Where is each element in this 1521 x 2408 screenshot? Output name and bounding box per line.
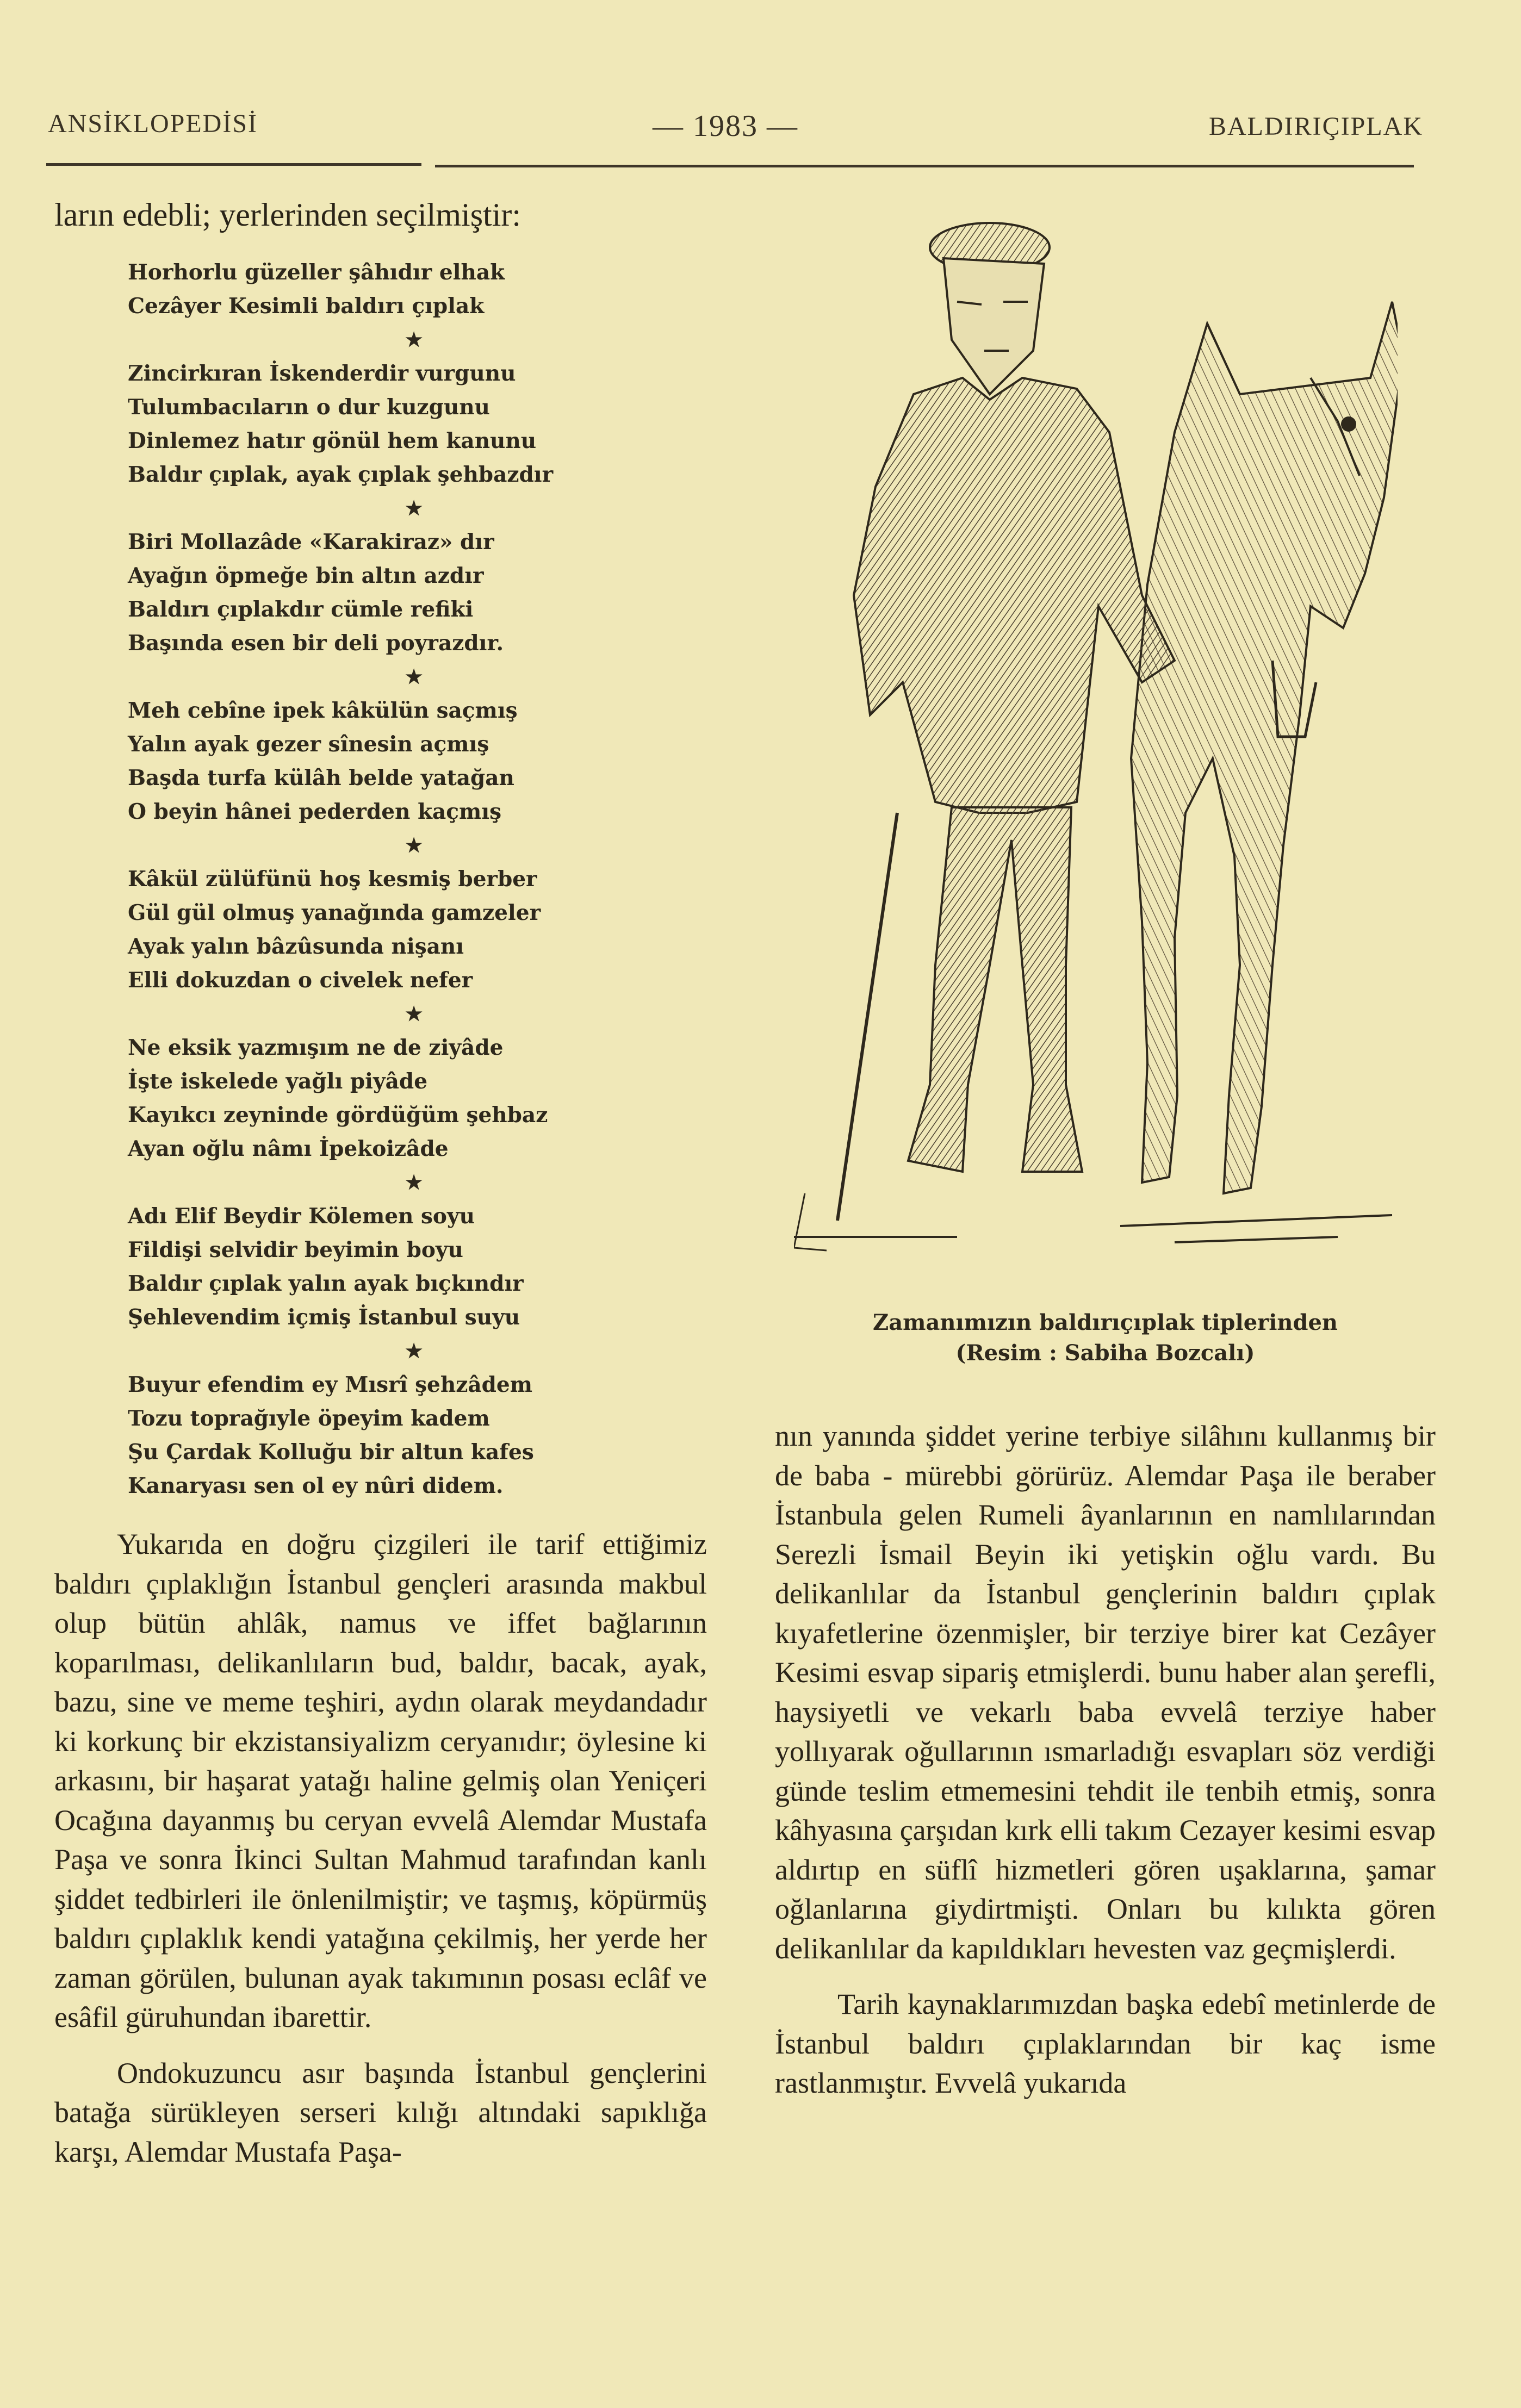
verse-line: Kanaryası sen ol ey nûri didem. [128,1473,504,1498]
verse-line: Başında esen bir deli poyrazdır. [128,631,504,656]
verse-line: Baldırı çıplakdır cümle refiki [128,597,474,622]
stanza-4 [128,694,707,829]
stanza-7 [128,1199,707,1334]
verse-line: Tozu toprağıyle öpeyim kadem [128,1406,490,1431]
body-paragraph: Ondokuzuncu asır başında İstanbul gençlerini batağa sürükleyen serseri kılığı altındaki sapıklığa karşı, Alemdar Mustafa Paşa- [54,2056,707,2168]
right-column [775,1416,1436,2103]
stanza-6 [128,1031,707,1166]
figure-caption [775,1308,1436,1368]
stanza-8 [128,1368,707,1503]
running-header-right: BALDIRIÇIPLAK [1209,112,1423,141]
verse-line: Kayıkcı zeyninde gördüğüm şehbaz [128,1103,548,1128]
header-rule-left [46,163,421,166]
running-header-left: ANSİKLOPEDİSİ [48,109,258,138]
horse-figure [1131,302,1398,1193]
verse-line: Gül gül olmuş yanağında gamzeler [128,900,541,925]
verse-line: Fildişi selvidir beyimin boyu [128,1237,463,1262]
caption-line: Zamanımızın baldırıçıplak tiplerinden [873,1310,1338,1335]
poem [128,256,707,1503]
stanza-separator-star: ★ [405,1003,423,1025]
verse-line: Şu Çardak Kolluğu bir altun kafes [128,1440,534,1465]
verse-line: Zincirkıran İskenderdir vurgunu [128,361,516,386]
illustration-man-with-horse [794,215,1398,1289]
body-paragraph: Yukarıda en doğru çizgileri ile tarif ettiğimiz baldırı çıplaklığın İstanbul gençleri arasında makbul olup bütün ahlâk, namus ve iffet bağlarının koparılması, delikanlıların bud, baldır, bacak, ayak, bazu, sine ve meme teşhiri, aydın olarak meydandadır ki korkunç bir ekzistansiyalizm ceryanıdır; öylesine ki arkasını, bir haşarat yatağı haline gelmiş olan Yeniçeri Ocağına dayanmış bu ceryan evvelâ Alemdar Mustafa Paşa ve sonra İkinci Sultan Mahmud tarafından kanlı şiddet tedbirleri ile önlenilmiştir; ve taşmış, köpürmüş baldırı çıplaklık kendi yatağına çekilmiş, her yerde her zaman görülen, bulunan ayak takımının posası eclâf ve esâfil güruhundan ibarettir. [54,1528,707,2033]
stanza-separator-star: ★ [405,328,423,351]
stanza-2 [128,357,707,491]
verse-line: İşte iskelede yağlı piyâde [128,1069,428,1094]
verse-line: Ne eksik yazmışım ne de ziyâde [128,1035,504,1060]
intro-line: ların edebli; yerlerinden seçilmiştir: [54,197,522,233]
stanza-separator-star: ★ [405,1171,423,1194]
verse-line: Başda turfa külâh belde yatağan [128,766,514,791]
verse-line: Meh cebîne ipek kâkülün saçmış [128,698,518,723]
verse-line: Horhorlu güzeller şâhıdır elhak [128,260,505,285]
verse-line: Tulumbacıların o dur kuzgunu [128,395,490,420]
caption-credit: (Resim : Sabiha Bozcalı) [955,1340,1255,1366]
verse-line: Cezâyer Kesimli baldırı çıplak [128,294,485,319]
page-number: — 1983 — [653,109,798,143]
verse-line: Kâkül zülüfünü hoş kesmiş berber [128,867,537,892]
stanza-separator-star: ★ [405,1340,423,1362]
header-rule-right [435,165,1414,167]
man-with-horse-drawing [794,215,1398,1289]
verse-line: Dinlemez hatır gönül hem kanunu [128,428,537,453]
verse-line: Baldır çıplak, ayak çıplak şehbazdır [128,462,554,487]
verse-line: Biri Mollazâde «Karakiraz» dır [128,530,494,555]
verse-line: Ayan oğlu nâmı İpekoizâde [128,1136,449,1161]
stanza-separator-star: ★ [405,497,423,520]
stanza-3 [128,525,707,660]
verse-line: Ayak yalın bâzûsunda nişanı [128,934,464,959]
verse-line: Buyur efendim ey Mısrî şehzâdem [128,1372,532,1397]
verse-line: Şehlevendim içmiş İstanbul suyu [128,1305,520,1330]
verse-line: Elli dokuzdan o civelek nefer [128,968,473,993]
verse-line: Ayağın öpmeğe bin altın azdır [128,563,484,588]
stanza-1 [128,256,707,323]
verse-line: Yalın ayak gezer sînesin açmış [128,732,489,757]
man-figure [837,223,1175,1221]
verse-line: O beyin hânei pederden kaçmış [128,799,502,824]
left-column [54,196,707,2171]
verse-line: Adı Elif Beydir Kölemen soyu [128,1204,475,1229]
stanza-5 [128,862,707,997]
stanza-separator-star: ★ [405,834,423,857]
body-paragraph: Tarih kaynaklarımızdan başka edebî metinlerde de İstanbul baldırı çıplaklarından bir kaç isme rastlanmıştır. Evvelâ yukarıda [775,1988,1436,2099]
body-paragraph: nın yanında şiddet yerine terbiye silâhını kullanmış bir de baba - mürebbi görürüz. Alemdar Paşa ile beraber İstanbula gelen Rumeli âyanlarının en namlılarından Serezli İsmail Beyin iki yetişkin oğlu vardı. Bu delikanlılar da İstanbul gençlerinin baldırı çıplak kıyafetlerine özenmişler, bir terziye birer kat Cezâyer Kesimi esvap sipariş etmişlerdi. bunu haber alan şerefli, haysiyetli ve vekarlı baba evvelâ terziye haber yollıyarak oğullarının ısmarladığı esvapları söz verdiği günde teslim etmemesini tehdit ile tenbih etmiş, sonra kâhyasına çarşıdan kırk elli takım Cezayer kesimi esvap aldırtıp en süflî hizmetleri gören uşaklarına, şamar oğlanlarına giydirtmişti. Onları bu kılıkta gören delikanlılar da kapıldıkları hevesten vaz geçmişlerdi. [775,1420,1436,1965]
stanza-separator-star: ★ [405,665,423,688]
verse-line: Baldır çıplak yalın ayak bıçkındır [128,1271,524,1296]
